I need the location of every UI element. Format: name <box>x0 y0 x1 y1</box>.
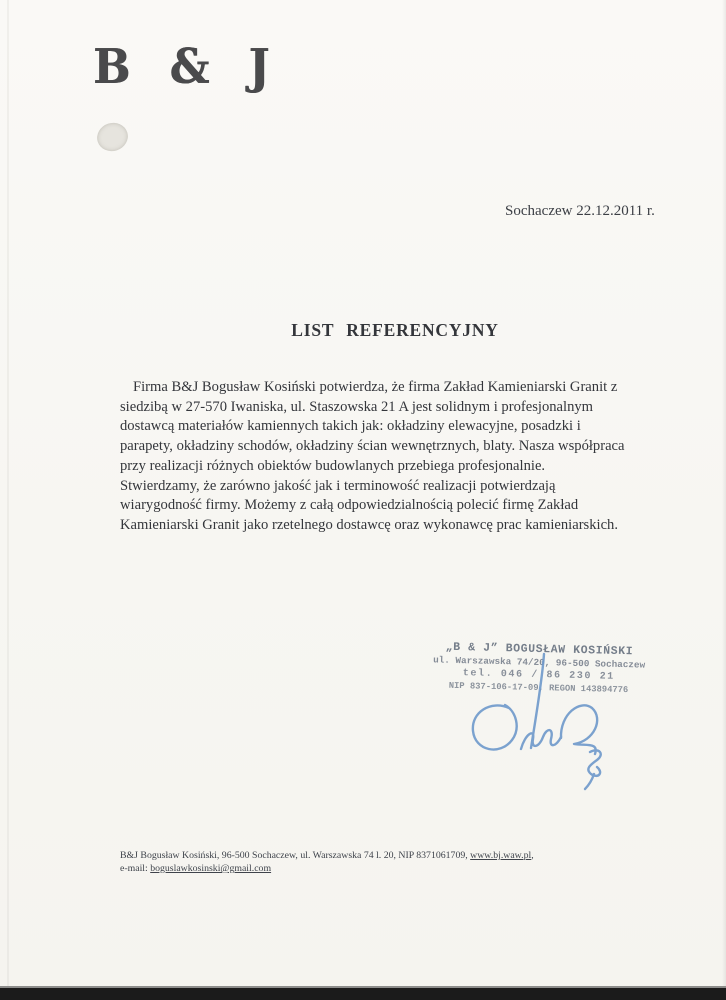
footer-contact-block <box>120 849 590 875</box>
footer-line-1 <box>120 849 590 862</box>
document-title: LIST REFERENCYJNY <box>291 320 499 340</box>
email-label: e-mail: <box>120 863 151 874</box>
stamp-phone: tel. 046 / 86 230 21 <box>462 668 615 683</box>
website-link[interactable]: www.bj.waw.pl <box>470 850 532 861</box>
scan-edge-artifact-right <box>722 0 726 986</box>
date-place-line: Sochaczew 22.12.2011 r. <box>505 203 655 219</box>
signature-right-loop-stroke <box>561 705 597 754</box>
stamp-nip-regon: NIP 837-106-17-09, REGON 143894776 <box>448 680 629 696</box>
scan-edge-artifact-bottom <box>0 986 726 1000</box>
company-logo: B & J <box>93 39 271 96</box>
signature-humps-stroke <box>521 730 561 749</box>
stamp-company-name: „B & J” BOGUSŁAW KOSIŃSKI <box>445 640 634 659</box>
stamp-address: ul. Warszawska 74/20, 96-500 Sochaczew <box>433 654 646 671</box>
signature-tail-stroke <box>585 774 594 789</box>
footer-company-address: B&J Bogusław Kosiński, 96-500 Sochaczew, ul. Warszawska 74 l. 20, NIP 8371061709, <box>120 850 471 861</box>
hole-punch-mark <box>93 119 131 155</box>
footer-line1-end: , <box>531 850 534 861</box>
email-link[interactable]: boguslawkosinski@gmail.com <box>150 863 272 874</box>
scan-edge-artifact-left <box>7 0 9 986</box>
footer-line-2 <box>120 862 590 875</box>
handwritten-signature <box>443 650 643 800</box>
signature-loop-stroke <box>473 705 517 750</box>
reference-letter-body: Firma B&J Bogusław Kosiński potwierdza, że firma Zakład Kamieniarski Granit z siedzibą w 27-570 Iwaniska, ul. Staszowska 21 A jest solidnym i profesjonalnym dostawcą materiałów kamiennych takich jak: okładziny elewacyjne, posadzki i parapety, okładziny schodów, okładziny ścian wewnętrznych, blaty. Nasza współpraca przy realizacji różnych obiektów budowlanych przebiega profesjonalnie. Stwierdzamy, że zarówno jakość jak i terminowość realizacji potwierdzają wiarygodność firmy. Możemy z całą odpowiedzialnością polecić firmę Zakład Kamieniarski Granit jako rzetelnego dostawcę oraz wykonawcę prac kamieniarskich. <box>120 379 625 533</box>
